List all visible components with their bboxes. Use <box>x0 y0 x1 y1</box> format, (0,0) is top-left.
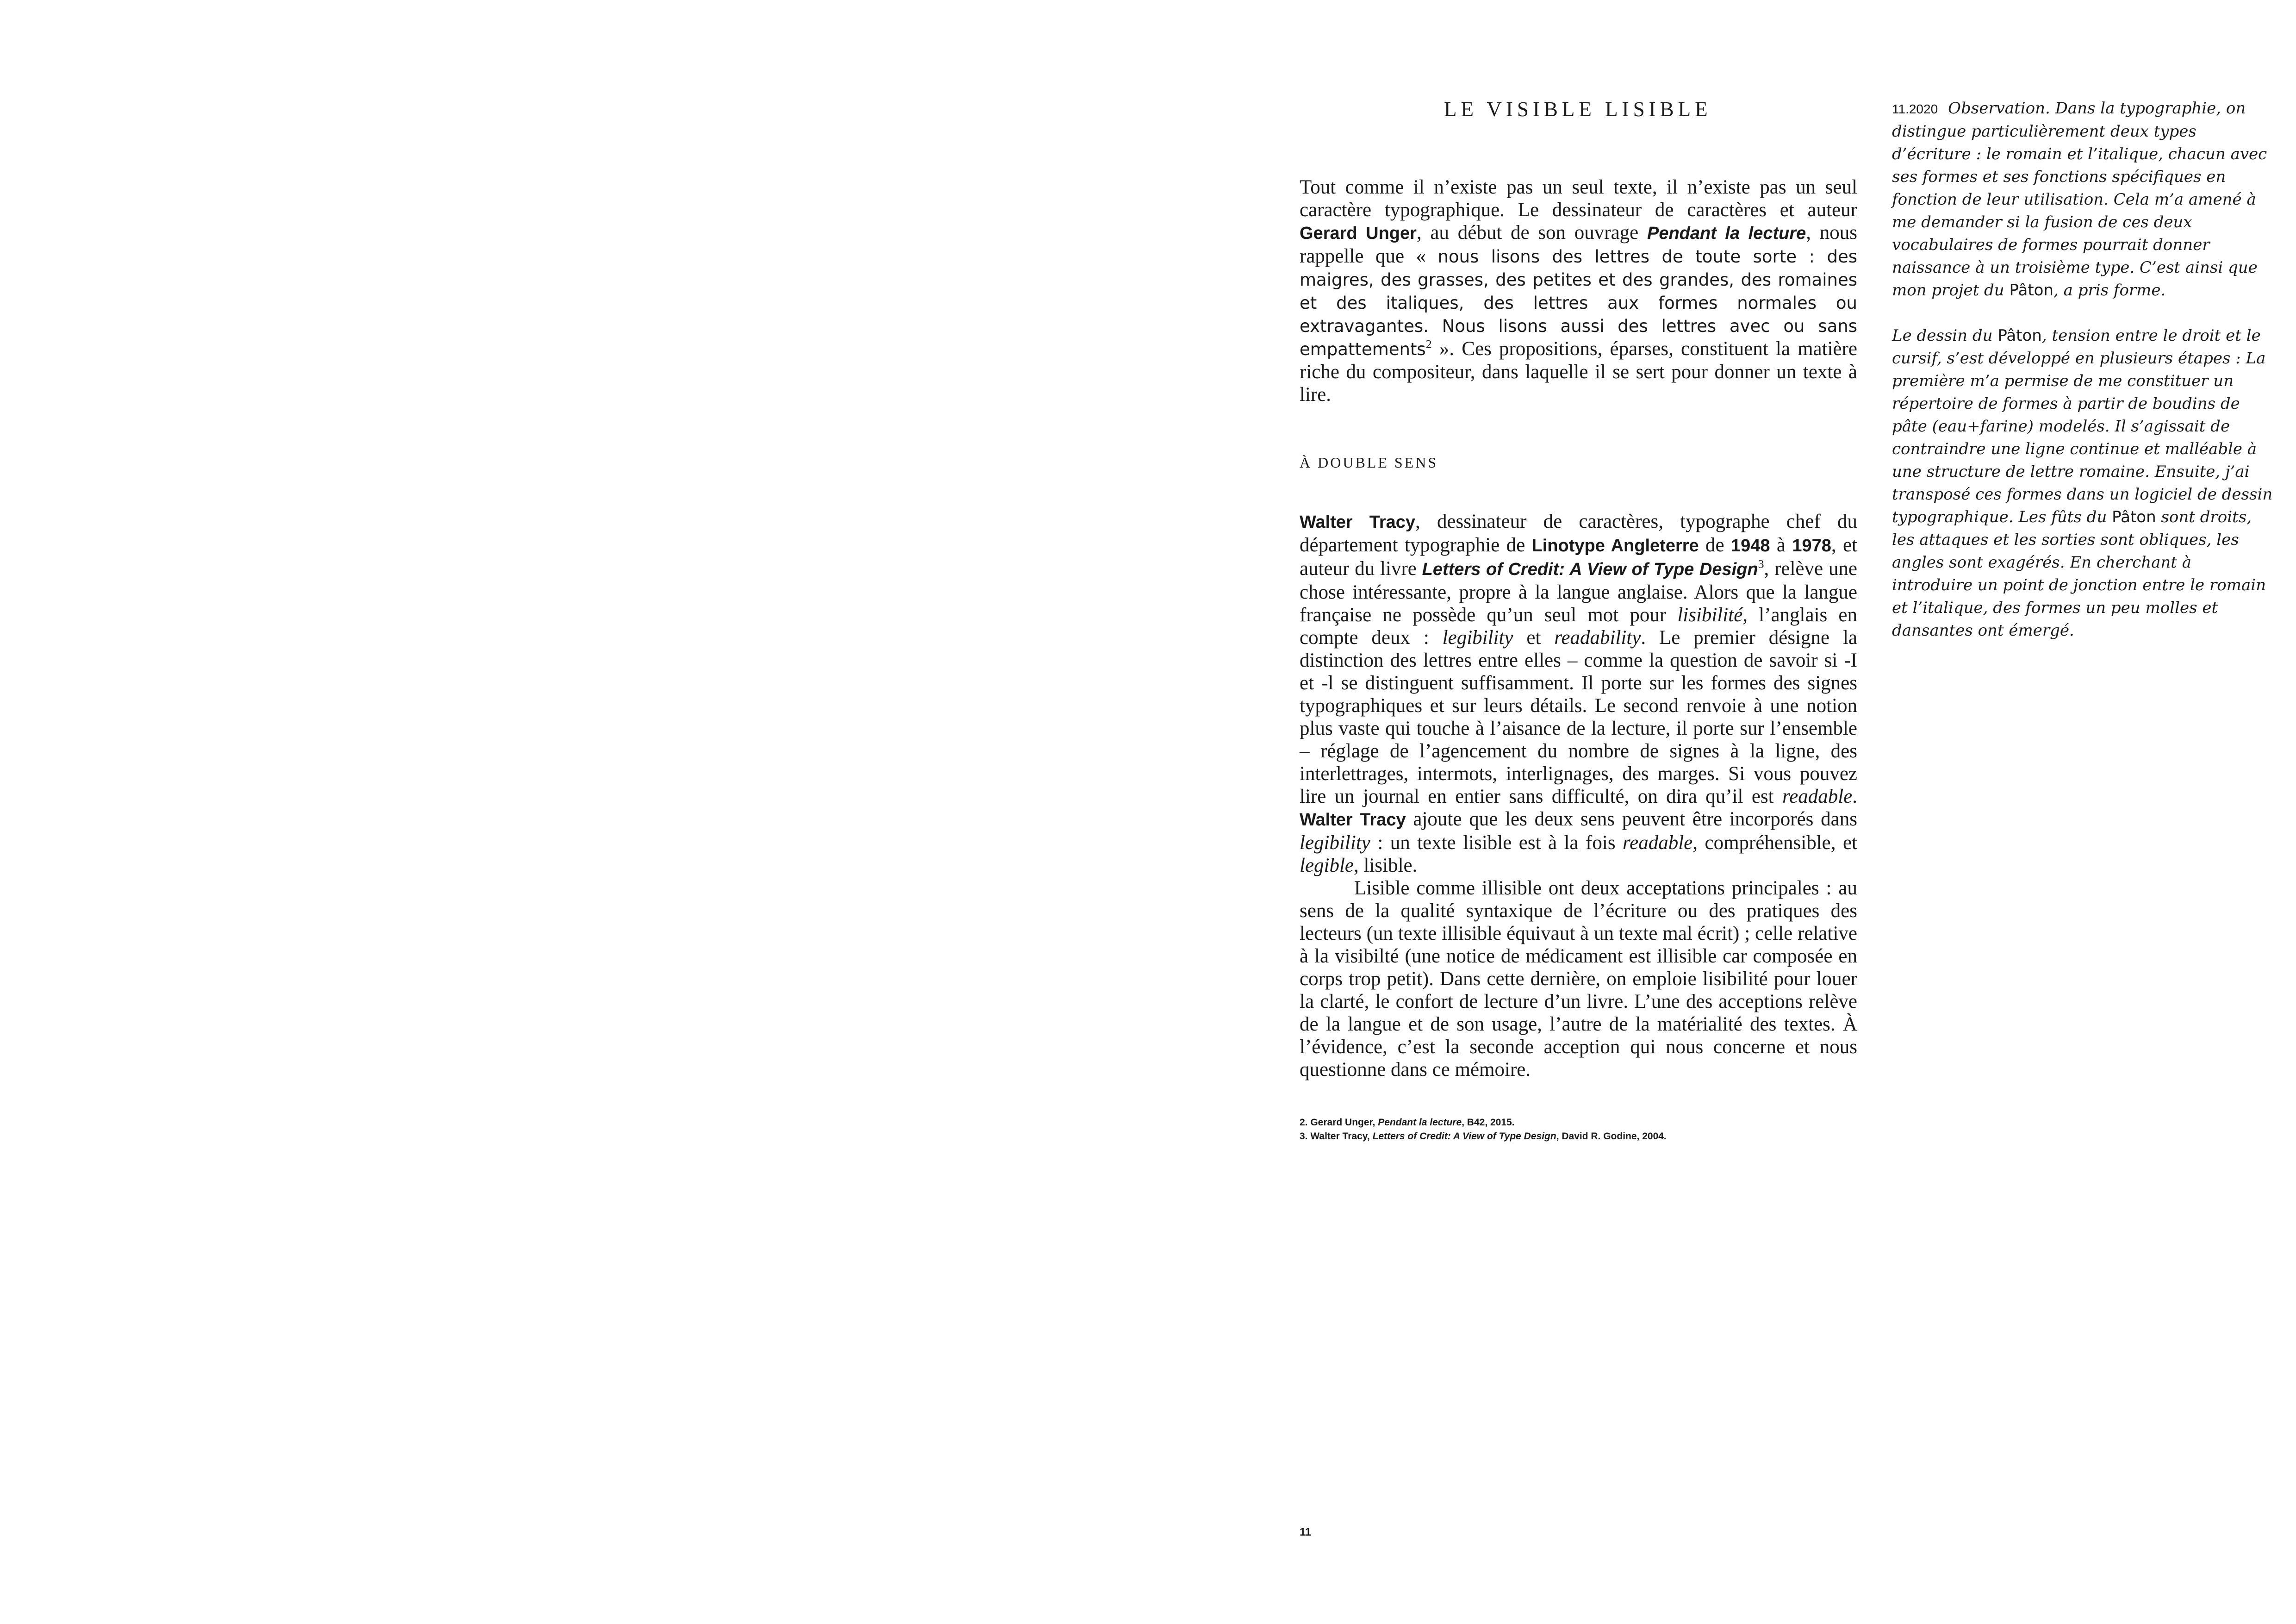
book-title: Letters of Credit: A View of Type Design <box>1422 560 1758 579</box>
term: legibility <box>1300 832 1370 854</box>
typeface-name: Pâton <box>2112 508 2156 526</box>
author-name: Gerard Unger <box>1300 224 1417 243</box>
footnote-book-title: Letters of Credit: A View of Type Design <box>1372 1131 1556 1142</box>
term: lisibilité <box>1677 604 1743 626</box>
page-number: 11 <box>1300 1526 1312 1538</box>
term: legibility <box>1442 627 1513 649</box>
unger-quote: nous lisons des lettres de toute sorte : des maigres, des grasses, des petites et des grandes, des romaines et des italiques, des lettres aux formes normales ou extravagantes. Nous lisons aussi des lettres avec ou sans empattements <box>1300 247 1857 359</box>
year: 1978 <box>1792 536 1831 556</box>
term: readable <box>1623 832 1693 854</box>
footnote-ref-3: 3 <box>1758 557 1764 571</box>
footnote-2: 2. Gerard Unger, Pendant la lecture, B42, 2015. <box>1300 1117 1515 1128</box>
side-note-observation: 11.2020 Observation. Dans la typographie, on distingue particulièrement deux types d’écriture : le romain et l’italique, chacun avec ses formes et ses fonctions spécifiques en fonction de leur utilisation. Cela m’a amené à me demander si la fusion de ces deux vocabulaires de formes pourrait donner naissance à un troisième type. C’est ainsi que mon projet du Pâton, a pris forme. <box>1892 99 2267 300</box>
side-notes <box>1892 97 2276 642</box>
note-date: 11.2020 <box>1892 102 1938 116</box>
footnotes <box>1300 1116 1901 1143</box>
main-text-column <box>1300 176 1857 1081</box>
page-title: LE VISIBLE LISIBLE <box>1444 98 1712 121</box>
term: legible <box>1300 855 1354 876</box>
term: readability <box>1554 627 1641 649</box>
footnote-book-title: Pendant la lecture <box>1378 1117 1462 1128</box>
side-note-design: Le dessin du Pâton, tension entre le droit et le cursif, s’est développé en plusieurs étapes : La première m’a permise de me constituer un répertoire de formes à partir de boudins de pâte (eau+farine) modelés. Il s’agissait de contraindre une ligne continue et malléable à une structure de lettre romaine. Ensuite, j’ai transposé ces formes dans un logiciel de dessin typographique. Les fûts du Pâton sont droits, les attaques et les sorties sont obliques, les angles sont exagérés. En cherchant à introduire un point de jonction entre le romain et l’italique, des formes un peu molles et dansantes ont émergé. <box>1892 326 2273 640</box>
book-title: Pendant la lecture <box>1647 224 1806 243</box>
section-heading: À DOUBLE SENS <box>1300 454 1438 471</box>
author-name: Walter Tracy <box>1300 810 1406 830</box>
author-name: Walter Tracy <box>1300 512 1416 532</box>
year: 1948 <box>1730 536 1770 556</box>
lisible-paragraph: Lisible comme illisible ont deux acceptations principales : au sens de la qualité syntaxique de l’écriture ou des pratiques des lecteurs (un texte illisible équivaut à un texte mal écrit) ; celle relative à la visibilté (une notice de médicament est illisible car composée en corps trop petit). Dans cette dernière, on emploie lisibilité pour louer la clarté, le confort de lecture d’un livre. L’une des acceptions relève de la langue et de son usage, l’autre de la matérialité des textes. À l’évidence, c’est la seconde acception qui nous concerne et nous questionne dans ce mémoire. <box>1300 877 1857 1081</box>
intro-paragraph: Tout comme il n’existe pas un seul texte, il n’existe pas un seul caractère typographique. Le dessinateur de caractères et auteur Gerard Unger, au début de son ouvrage Pendant la lecture, nous rappelle que « nous lisons des lettres de toute sorte : des maigres, des grasses, des petites et des grandes, des romaines et des italiques, des lettres aux formes normales ou extravagantes. Nous lisons aussi des lettres avec ou sans empattements$^2$ ». Ces propositions, éparses, constituent la matière riche du compositeur, dans laquelle il se sert pour donner un texte à lire. <box>1300 176 1857 406</box>
company-name: Linotype Angleterre <box>1531 536 1699 556</box>
typeface-name: Pâton <box>2009 281 2054 300</box>
footnote-3: 3. Walter Tracy, Letters of Credit: A View of Type Design, David R. Godine, 2004. <box>1300 1131 1667 1142</box>
typeface-name: Pâton <box>1997 326 2042 345</box>
term: readable <box>1782 786 1853 807</box>
tracy-paragraph: Walter Tracy, dessinateur de caractères, typographe chef du département typographie de Linotype Angleterre de 1948 à 1978, et auteur du livre Letters of Credit: A View of Type Design$^3$, relève une chose intéressante, propre à la langue anglaise. Alors que la langue française ne possède qu’un seul mot pour lisibilité, l’anglais en compte deux : legibility et readability. Le premier désigne la distinction des lettres entre elles – comme la question de savoir si -I et -l se distinguent suffisamment. Il porte sur les formes des signes typographiques et sur leurs détails. Le second renvoie à une notion plus vaste qui touche à l’aisance de la lecture, il porte sur l’ensemble – réglage de l’agencement du nombre de signes à la ligne, des interlettrages, intermots, interlignages, des marges. Si vous pouvez lire un journal en entier sans difficulté, on dira qu’il est readable. Walter Tracy ajoute que les deux sens peuvent être incorporés dans legibility : un texte lisible est à la fois readable, compréhensible, et legible, lisible. <box>1300 511 1858 876</box>
footnote-ref-2: 2 <box>1425 337 1432 351</box>
